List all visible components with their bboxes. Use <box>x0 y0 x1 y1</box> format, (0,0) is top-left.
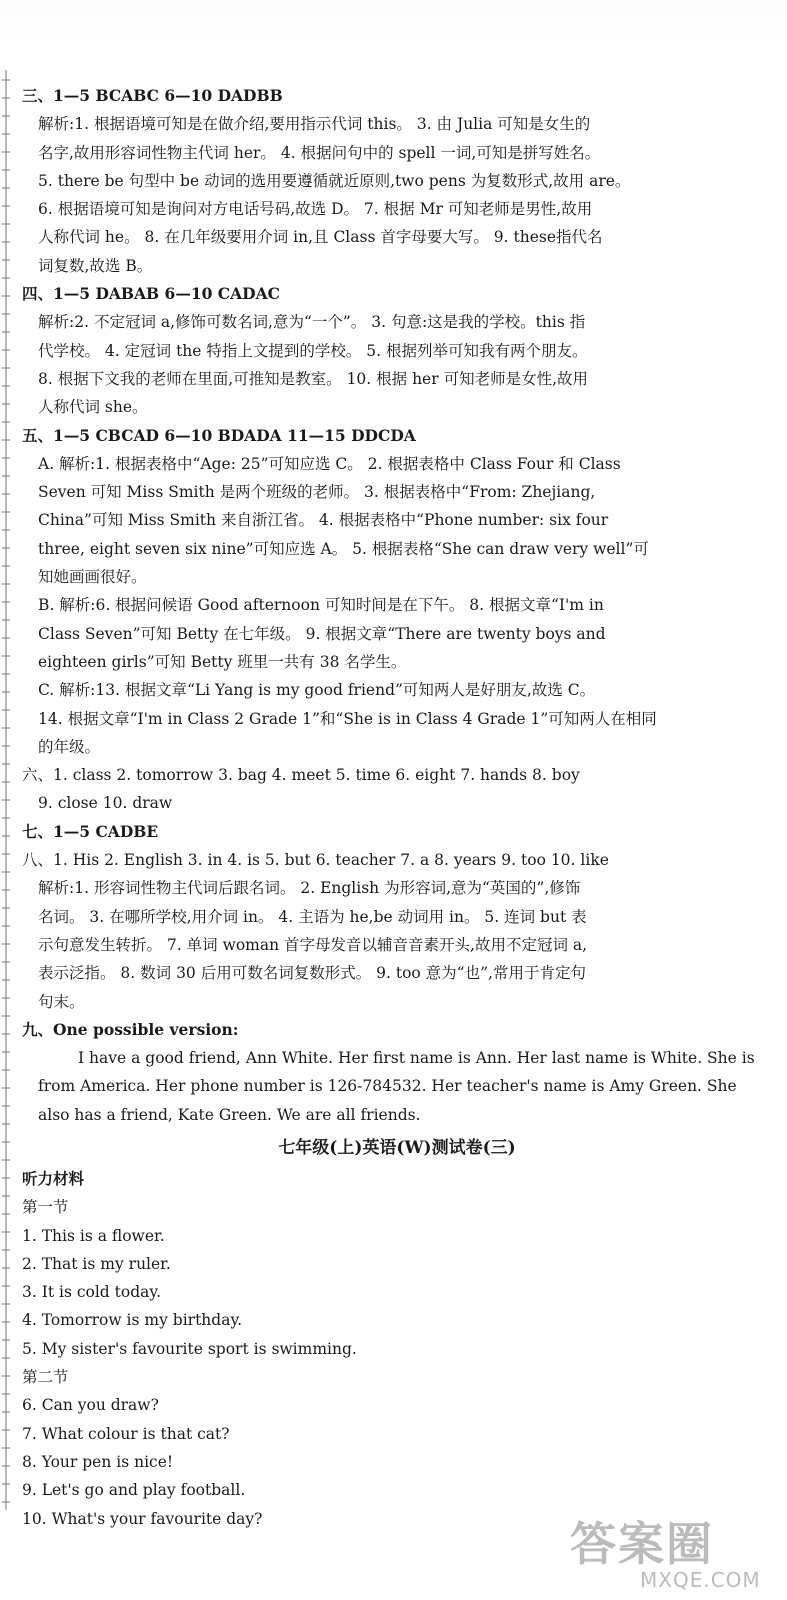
explanation-line: China”可知 Miss Smith 来自浙江省。 4. 根据表格中“Phone number: six four <box>38 511 609 530</box>
explanation-line: 句末。 <box>38 992 85 1011</box>
explanation-line: 知她画画很好。 <box>38 568 147 587</box>
listening-item: 4. Tomorrow is my birthday. <box>22 1311 243 1330</box>
explanation-line: 解析:2. 不定冠词 a,修饰可数名词,意为“一个”。 3. 句意:这是我的学校。this 指 <box>38 313 586 332</box>
explanation-line: Class Seven”可知 Betty 在七年级。 9. 根据文章“There are twenty boys and <box>38 624 606 643</box>
listening-item: 9. Let's go and play football. <box>22 1481 246 1500</box>
listening-heading: 听力材料 <box>22 1168 85 1188</box>
binding-margin <box>0 70 12 1510</box>
explanation-line: 8. 根据下文我的老师在里面,可推知是教室。 10. 根据 her 可知老师是女性,故用 <box>38 369 588 388</box>
explanation-line: 名词。 3. 在哪所学校,用介词 in。 4. 主语为 he,be 动词用 in。 5. 连词 but 表 <box>38 907 587 926</box>
explanation-line: eighteen girls”可知 Betty 班里一共有 38 名学生。 <box>38 652 407 671</box>
explanation-line: 人称代词 he。 8. 在几年级要用介词 in,且 Class 首字母要大写。 9. these指代名 <box>38 228 603 247</box>
explanation-line: 6. 根据语境可知是询问对方电话号码,故选 D。 7. 根据 Mr 可知老师是男性,故用 <box>38 200 593 219</box>
section-6-line: 9. close 10. draw <box>38 794 173 813</box>
explanation-line: 的年级。 <box>38 737 101 756</box>
explanation-line: Seven 可知 Miss Smith 是两个班级的老师。 3. 根据表格中“From: Zhejiang, <box>38 483 596 502</box>
explanation-line: 示句意发生转折。 7. 单词 woman 首字母发音以辅音音素开头,故用不定冠词 a, <box>38 935 588 954</box>
watermark-url: MXQE.COM <box>640 1568 761 1592</box>
explanation-line: 表示泛指。 8. 数词 30 后用可数名词复数形式。 9. too 意为“也”,常用于肯定句 <box>38 964 586 983</box>
explanation-line: 名字,故用形容词性物主代词 her。 4. 根据问句中的 spell 一词,可知是拼写姓名。 <box>38 143 601 162</box>
listening-item: 2. That is my ruler. <box>22 1254 171 1273</box>
section-8-heading: 八、1. His 2. English 3. in 4. is 5. but 6. teacher 7. a 8. years 9. too 10. like <box>22 851 609 870</box>
watermark-text: 答案圈 <box>570 1517 714 1571</box>
section-9-heading: 九、One possible version: <box>22 1019 239 1039</box>
test-title: 七年级(上)英语(W)测试卷(三) <box>278 1137 516 1158</box>
listening-item: 1. This is a flower. <box>22 1226 165 1245</box>
listening-part-1: 第一节 <box>22 1198 69 1217</box>
listening-item: 8. Your pen is nice! <box>22 1452 174 1471</box>
explanation-line: B. 解析:6. 根据问候语 Good afternoon 可知时间是在下午。 8. 根据文章“I'm in <box>38 596 604 615</box>
listening-part-2: 第二节 <box>22 1368 69 1387</box>
listening-item: 6. Can you draw? <box>22 1396 159 1415</box>
section-4-heading: 四、1—5 DABAB 6—10 CADAC <box>22 284 280 304</box>
listening-item: 5. My sister's favourite sport is swimming. <box>22 1339 357 1358</box>
section-7-heading: 七、1—5 CADBE <box>22 821 159 841</box>
sample-essay: I have a good friend, Ann White. Her first name is Ann. Her last name is White. She is from America. Her phone number is 126-784532. Her teacher's name is Amy Green. She also has a friend, Kate Green. We are all friends. <box>38 1049 755 1124</box>
section-3-heading: 三、1—5 BCABC 6—10 DADBB <box>22 86 283 105</box>
explanation-line: 5. there be 句型中 be 动词的选用要遵循就近原则,two pens 为复数形式,故用 are。 <box>38 171 631 190</box>
explanation-line: 解析:1. 根据语境可知是在做介绍,要用指示代词 this。 3. 由 Julia 可知是女生的 <box>38 115 591 134</box>
explanation-line: A. 解析:1. 根据表格中“Age: 25”可知应选 C。 2. 根据表格中 Class Four 和 Class <box>38 454 621 473</box>
watermark-logo <box>570 1508 780 1598</box>
explanation-line: C. 解析:13. 根据文章“Li Yang is my good friend”可知两人是好朋友,故选 C。 <box>38 681 596 700</box>
listening-item: 3. It is cold today. <box>22 1283 162 1302</box>
section-6-line: 六、1. class 2. tomorrow 3. bag 4. meet 5. time 6. eight 7. hands 8. boy <box>22 766 580 785</box>
explanation-line: 代学校。 4. 定冠词 the 特指上文提到的学校。 5. 根据列举可知我有两个朋友。 <box>38 341 588 360</box>
explanation-line: 词复数,故选 B。 <box>38 256 153 275</box>
explanation-line: 人称代词 she。 <box>38 398 148 417</box>
explanation-line: 14. 根据文章“I'm in Class 2 Grade 1”和“She is in Class 4 Grade 1”可知两人在相同 <box>38 709 657 728</box>
section-5-heading: 五、1—5 CBCAD 6—10 BDADA 11—15 DDCDA <box>22 425 416 445</box>
explanation-line: three, eight seven six nine”可知应选 A。 5. 根据表格“She can draw very well”可 <box>38 539 649 558</box>
listening-item: 10. What's your favourite day? <box>22 1509 263 1528</box>
listening-item: 7. What colour is that cat? <box>22 1424 230 1443</box>
top-shadow <box>0 0 787 40</box>
explanation-line: 解析:1. 形容词性物主代词后跟名词。 2. English 为形容词,意为“英国的”,修饰 <box>38 879 581 898</box>
answer-content <box>22 82 772 1533</box>
